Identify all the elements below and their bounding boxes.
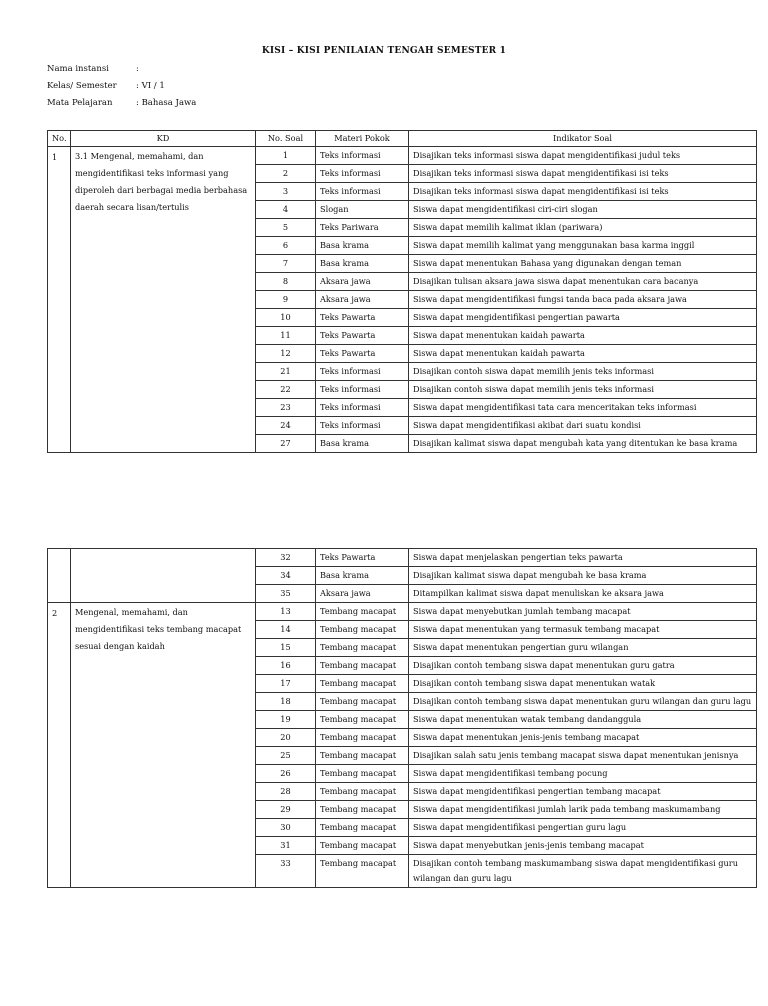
indikator-soal-cell: Disajikan contoh siswa dapat memilih jenis teks informasi bbox=[409, 363, 757, 381]
meta-value: : Bahasa Jawa bbox=[136, 98, 197, 108]
indikator-soal-cell: Siswa dapat menentukan jenis-jenis tembang macapat bbox=[409, 729, 757, 747]
no-soal-cell: 22 bbox=[256, 381, 316, 399]
header-indikator-soal: Indikator Soal bbox=[409, 131, 757, 147]
no-soal-cell: 19 bbox=[256, 711, 316, 729]
materi-pokok-cell: Teks Pawarta bbox=[316, 549, 409, 567]
indikator-soal-cell: Disajikan teks informasi siswa dapat mengidentifikasi isi teks bbox=[409, 183, 757, 201]
no-soal-cell: 6 bbox=[256, 237, 316, 255]
materi-pokok-cell: Tembang macapat bbox=[316, 711, 409, 729]
meta-row-instansi bbox=[47, 63, 196, 80]
indikator-soal-cell: Siswa dapat menentukan kaidah pawarta bbox=[409, 345, 757, 363]
no-soal-cell: 13 bbox=[256, 603, 316, 621]
indikator-soal-cell: Disajikan contoh tembang siswa dapat menentukan guru gatra bbox=[409, 657, 757, 675]
materi-pokok-cell: Tembang macapat bbox=[316, 693, 409, 711]
indikator-soal-cell: Siswa dapat menentukan Bahasa yang digunakan dengan teman bbox=[409, 255, 757, 273]
no-soal-cell: 16 bbox=[256, 657, 316, 675]
no-soal-cell: 28 bbox=[256, 783, 316, 801]
materi-pokok-cell: Teks informasi bbox=[316, 363, 409, 381]
indikator-soal-cell: Disajikan contoh siswa dapat memilih jenis teks informasi bbox=[409, 381, 757, 399]
indikator-soal-cell: Disajikan contoh tembang maskumambang siswa dapat mengidentifikasi guru wilangan dan guru lagu bbox=[409, 855, 757, 888]
kd-description-cell: Mengenal, memahami, dan mengidentifikasi teks tembang macapat sesuai dengan kaidah bbox=[71, 603, 256, 888]
materi-pokok-cell: Teks Pawarta bbox=[316, 345, 409, 363]
materi-pokok-cell: Teks informasi bbox=[316, 165, 409, 183]
indikator-soal-cell: Siswa dapat menjelaskan pengertian teks pawarta bbox=[409, 549, 757, 567]
indikator-soal-cell: Disajikan contoh tembang siswa dapat menentukan watak bbox=[409, 675, 757, 693]
no-soal-cell: 35 bbox=[256, 585, 316, 603]
indikator-soal-cell: Disajikan salah satu jenis tembang macapat siswa dapat menentukan jenisnya bbox=[409, 747, 757, 765]
kd-number-cell: 2 bbox=[48, 603, 71, 888]
materi-pokok-cell: Aksara jawa bbox=[316, 291, 409, 309]
no-soal-cell: 29 bbox=[256, 801, 316, 819]
indikator-soal-cell: Siswa dapat menentukan yang termasuk tembang macapat bbox=[409, 621, 757, 639]
indikator-soal-cell: Siswa dapat mengidentifikasi akibat dari suatu kondisi bbox=[409, 417, 757, 435]
no-soal-cell: 17 bbox=[256, 675, 316, 693]
no-soal-cell: 2 bbox=[256, 165, 316, 183]
materi-pokok-cell: Teks Pawarta bbox=[316, 309, 409, 327]
materi-pokok-cell: Tembang macapat bbox=[316, 855, 409, 888]
indikator-soal-cell: Siswa dapat menentukan pengertian guru wilangan bbox=[409, 639, 757, 657]
indikator-soal-cell: Siswa dapat memilih kalimat iklan (pariwara) bbox=[409, 219, 757, 237]
table-row bbox=[48, 147, 757, 165]
no-soal-cell: 5 bbox=[256, 219, 316, 237]
no-soal-cell: 1 bbox=[256, 147, 316, 165]
indikator-soal-cell: Siswa dapat mengidentifikasi pengertian pawarta bbox=[409, 309, 757, 327]
no-soal-cell: 25 bbox=[256, 747, 316, 765]
kd-description-cell bbox=[71, 549, 256, 603]
indikator-soal-cell: Disajikan kalimat siswa dapat mengubah ke basa krama bbox=[409, 567, 757, 585]
materi-pokok-cell: Tembang macapat bbox=[316, 783, 409, 801]
meta-value: : VI / 1 bbox=[136, 81, 165, 91]
no-soal-cell: 26 bbox=[256, 765, 316, 783]
materi-pokok-cell: Basa krama bbox=[316, 567, 409, 585]
no-soal-cell: 34 bbox=[256, 567, 316, 585]
no-soal-cell: 30 bbox=[256, 819, 316, 837]
indikator-soal-cell: Siswa dapat memilih kalimat yang menggunakan basa karma inggil bbox=[409, 237, 757, 255]
indikator-soal-cell: Siswa dapat menentukan kaidah pawarta bbox=[409, 327, 757, 345]
table-row bbox=[48, 549, 757, 567]
header-materi-pokok: Materi Pokok bbox=[316, 131, 409, 147]
document-meta bbox=[47, 63, 196, 114]
no-soal-cell: 9 bbox=[256, 291, 316, 309]
materi-pokok-cell: Teks informasi bbox=[316, 183, 409, 201]
indikator-soal-cell: Siswa dapat mengidentifikasi pengertian guru lagu bbox=[409, 819, 757, 837]
materi-pokok-cell: Aksara jawa bbox=[316, 585, 409, 603]
header-no-soal: No. Soal bbox=[256, 131, 316, 147]
indikator-soal-cell: Siswa dapat menyebutkan jenis-jenis tembang macapat bbox=[409, 837, 757, 855]
table-header-row bbox=[48, 131, 757, 147]
materi-pokok-cell: Tembang macapat bbox=[316, 657, 409, 675]
no-soal-cell: 27 bbox=[256, 435, 316, 453]
materi-pokok-cell: Tembang macapat bbox=[316, 729, 409, 747]
kisi-table-page-1 bbox=[47, 130, 757, 453]
materi-pokok-cell: Tembang macapat bbox=[316, 837, 409, 855]
indikator-soal-cell: Siswa dapat mengidentifikasi ciri-ciri slogan bbox=[409, 201, 757, 219]
materi-pokok-cell: Tembang macapat bbox=[316, 801, 409, 819]
indikator-soal-cell: Siswa dapat mengidentifikasi tata cara menceritakan teks informasi bbox=[409, 399, 757, 417]
no-soal-cell: 7 bbox=[256, 255, 316, 273]
document-title: KISI – KISI PENILAIAN TENGAH SEMESTER 1 bbox=[261, 46, 507, 56]
indikator-soal-cell: Siswa dapat mengidentifikasi pengertian tembang macapat bbox=[409, 783, 757, 801]
meta-label: Kelas/ Semester bbox=[47, 81, 117, 91]
meta-label: Mata Pelajaran bbox=[47, 98, 113, 108]
materi-pokok-cell: Teks Pariwara bbox=[316, 219, 409, 237]
materi-pokok-cell: Tembang macapat bbox=[316, 747, 409, 765]
materi-pokok-cell: Slogan bbox=[316, 201, 409, 219]
meta-row-kelas bbox=[47, 80, 196, 97]
indikator-soal-cell: Siswa dapat mengidentifikasi tembang pocung bbox=[409, 765, 757, 783]
table-row bbox=[48, 603, 757, 621]
indikator-soal-cell: Siswa dapat menentukan watak tembang dandanggula bbox=[409, 711, 757, 729]
materi-pokok-cell: Tembang macapat bbox=[316, 765, 409, 783]
no-soal-cell: 18 bbox=[256, 693, 316, 711]
indikator-soal-cell: Siswa dapat menyebutkan jumlah tembang macapat bbox=[409, 603, 757, 621]
meta-label: Nama instansi bbox=[47, 64, 109, 74]
materi-pokok-cell: Aksara jawa bbox=[316, 273, 409, 291]
materi-pokok-cell: Basa krama bbox=[316, 255, 409, 273]
indikator-soal-cell: Disajikan tulisan aksara jawa siswa dapat menentukan cara bacanya bbox=[409, 273, 757, 291]
no-soal-cell: 23 bbox=[256, 399, 316, 417]
materi-pokok-cell: Basa krama bbox=[316, 237, 409, 255]
kd-description-cell: 3.1 Mengenal, memahami, dan mengidentifikasi teks informasi yang diperoleh dari berbagai media berbahasa daerah secara lisan/tertulis bbox=[71, 147, 256, 453]
materi-pokok-cell: Tembang macapat bbox=[316, 819, 409, 837]
meta-value: : bbox=[136, 64, 139, 74]
indikator-soal-cell: Disajikan teks informasi siswa dapat mengidentifikasi judul teks bbox=[409, 147, 757, 165]
kisi-table-page-2 bbox=[47, 548, 757, 888]
no-soal-cell: 15 bbox=[256, 639, 316, 657]
no-soal-cell: 11 bbox=[256, 327, 316, 345]
no-soal-cell: 3 bbox=[256, 183, 316, 201]
indikator-soal-cell: Disajikan teks informasi siswa dapat mengidentifikasi isi teks bbox=[409, 165, 757, 183]
indikator-soal-cell: Siswa dapat mengidentifikasi fungsi tanda baca pada aksara jawa bbox=[409, 291, 757, 309]
header-kd: KD bbox=[71, 131, 256, 147]
indikator-soal-cell: Disajikan kalimat siswa dapat mengubah kata yang ditentukan ke basa krama bbox=[409, 435, 757, 453]
no-soal-cell: 24 bbox=[256, 417, 316, 435]
no-soal-cell: 4 bbox=[256, 201, 316, 219]
indikator-soal-cell: Disajikan contoh tembang siswa dapat menentukan guru wilangan dan guru lagu bbox=[409, 693, 757, 711]
materi-pokok-cell: Teks Pawarta bbox=[316, 327, 409, 345]
materi-pokok-cell: Teks informasi bbox=[316, 399, 409, 417]
no-soal-cell: 21 bbox=[256, 363, 316, 381]
indikator-soal-cell: Siswa dapat mengidentifikasi jumlah larik pada tembang maskumambang bbox=[409, 801, 757, 819]
kd-number-cell bbox=[48, 549, 71, 603]
no-soal-cell: 8 bbox=[256, 273, 316, 291]
materi-pokok-cell: Basa krama bbox=[316, 435, 409, 453]
no-soal-cell: 32 bbox=[256, 549, 316, 567]
materi-pokok-cell: Teks informasi bbox=[316, 381, 409, 399]
indikator-soal-cell: Ditampilkan kalimat siswa dapat menuliskan ke aksara jawa bbox=[409, 585, 757, 603]
no-soal-cell: 10 bbox=[256, 309, 316, 327]
meta-row-mapel bbox=[47, 97, 196, 114]
materi-pokok-cell: Tembang macapat bbox=[316, 621, 409, 639]
materi-pokok-cell: Teks informasi bbox=[316, 417, 409, 435]
no-soal-cell: 33 bbox=[256, 855, 316, 888]
header-no: No. bbox=[48, 131, 71, 147]
kd-number-cell: 1 bbox=[48, 147, 71, 453]
materi-pokok-cell: Tembang macapat bbox=[316, 603, 409, 621]
materi-pokok-cell: Tembang macapat bbox=[316, 639, 409, 657]
no-soal-cell: 12 bbox=[256, 345, 316, 363]
materi-pokok-cell: Teks informasi bbox=[316, 147, 409, 165]
no-soal-cell: 31 bbox=[256, 837, 316, 855]
no-soal-cell: 14 bbox=[256, 621, 316, 639]
materi-pokok-cell: Tembang macapat bbox=[316, 675, 409, 693]
no-soal-cell: 20 bbox=[256, 729, 316, 747]
